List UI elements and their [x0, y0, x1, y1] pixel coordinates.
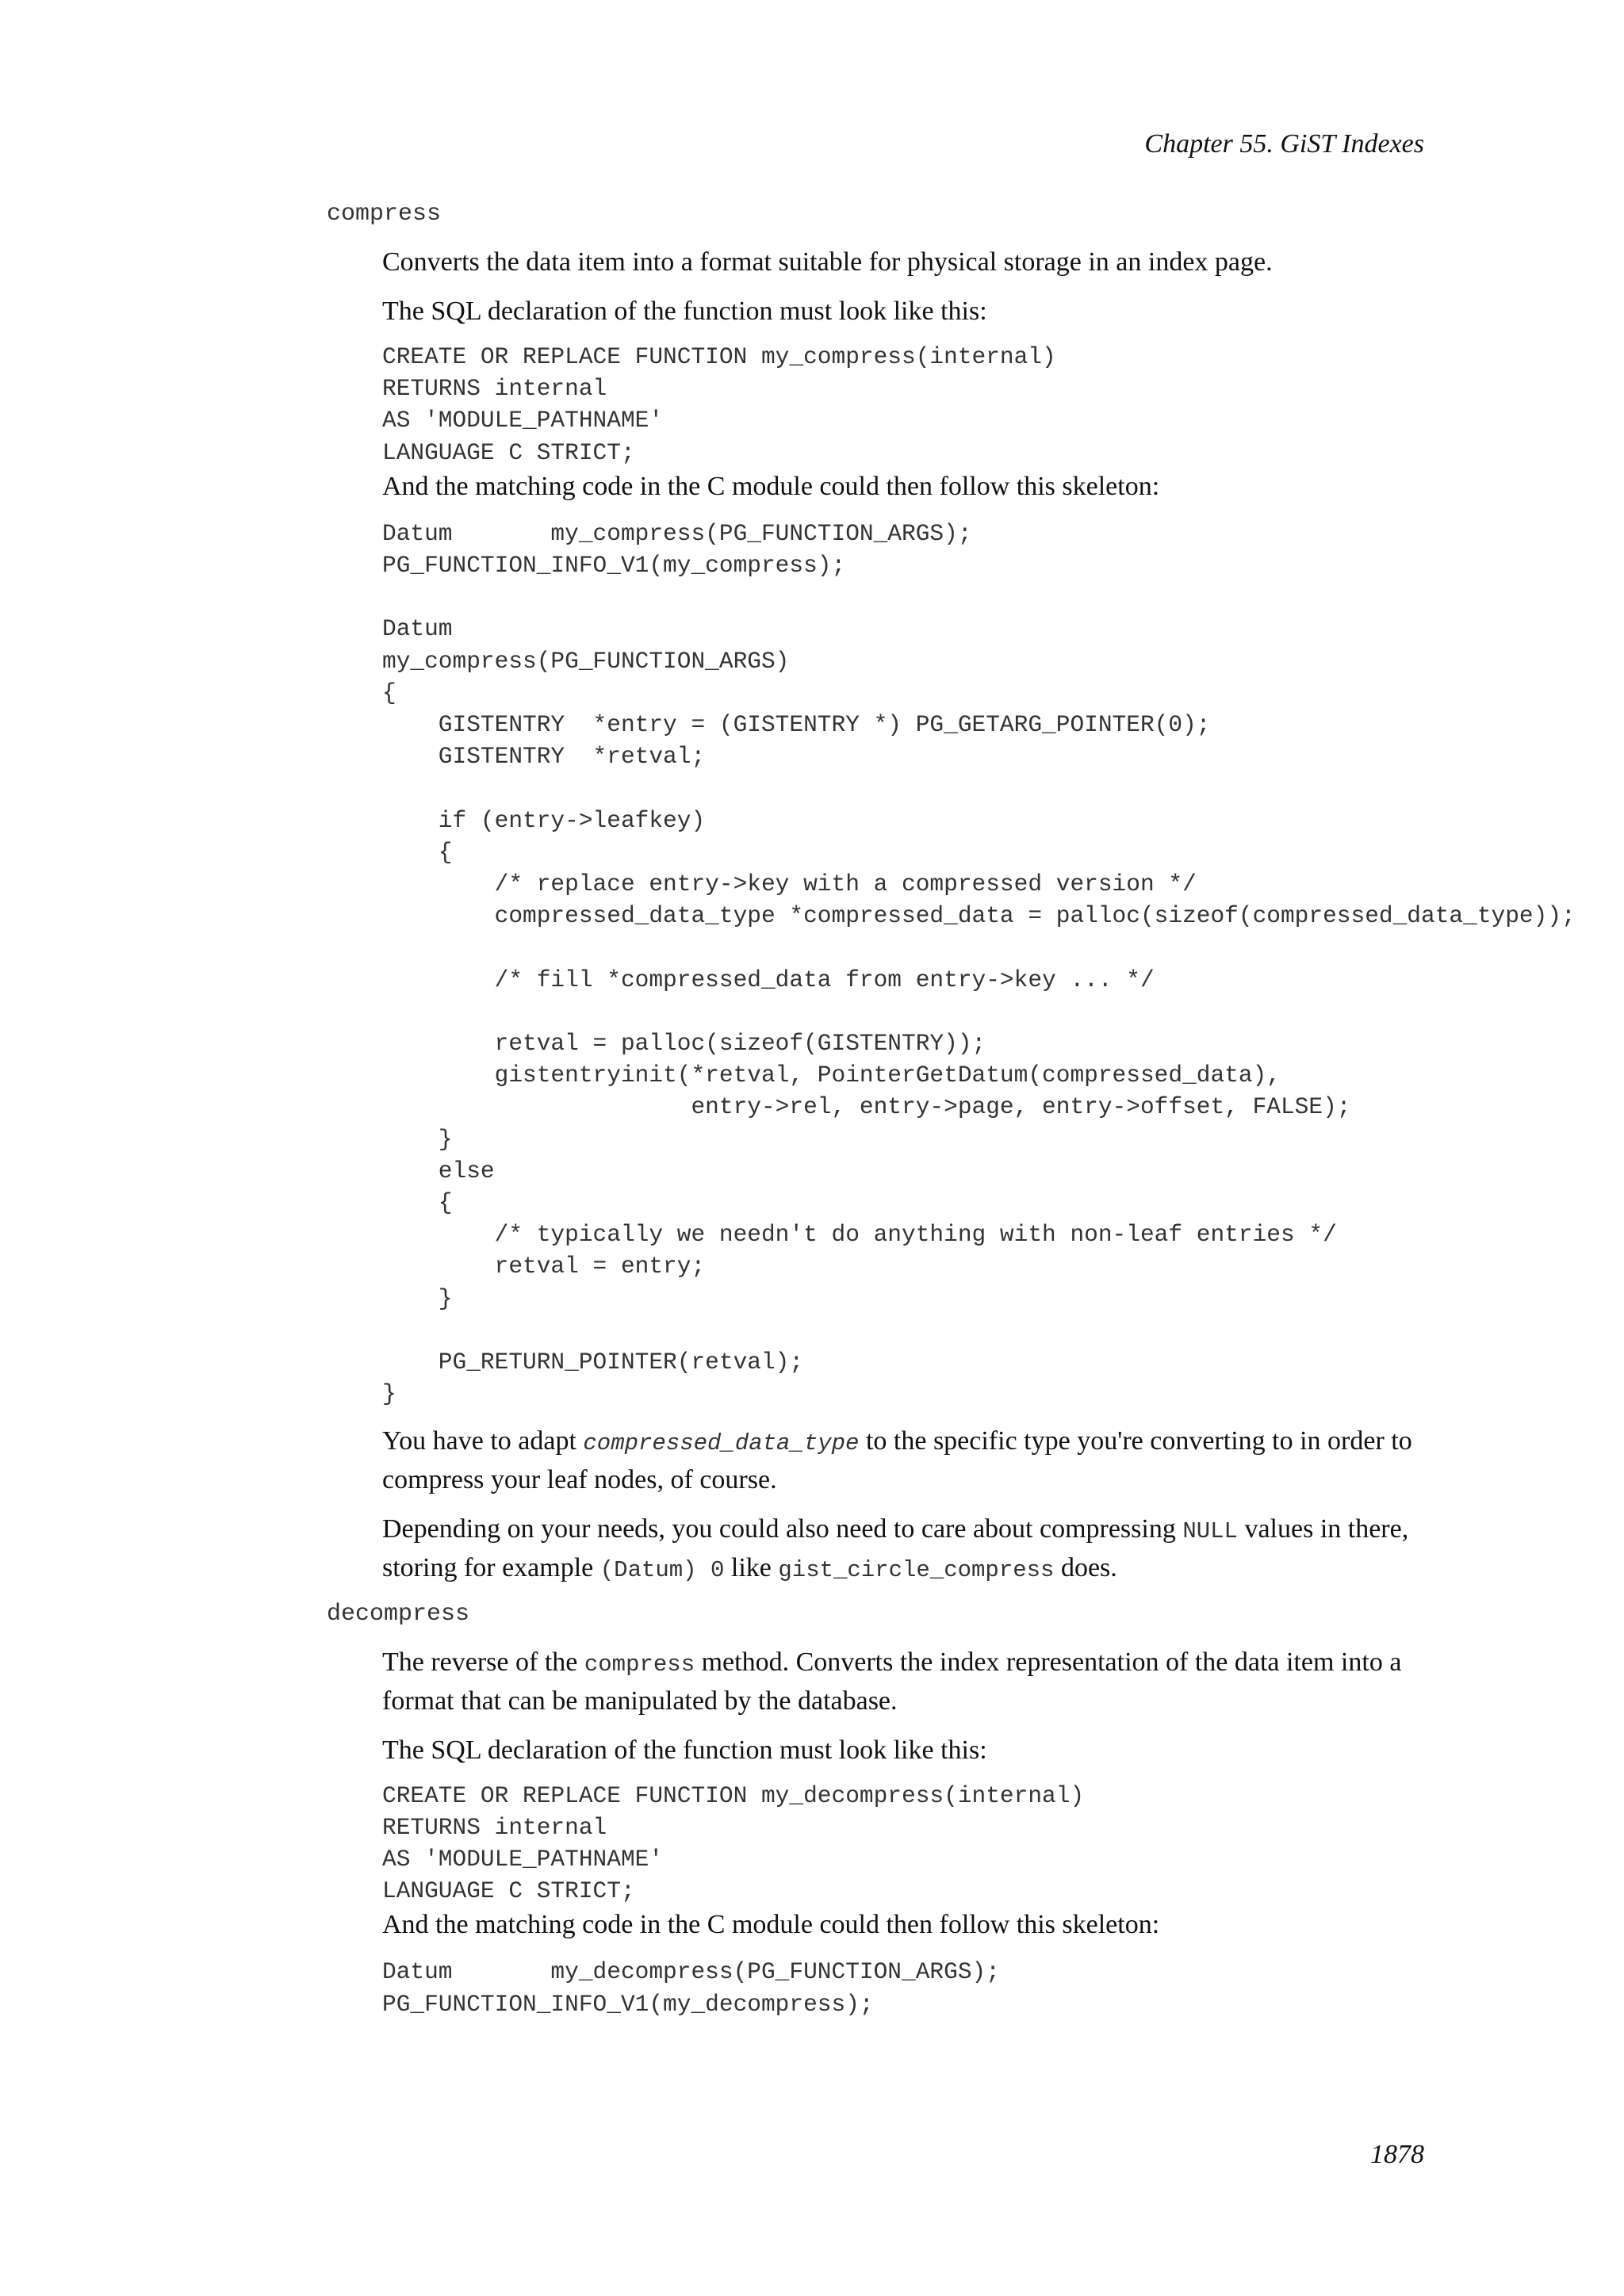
null-text-middle: values in there, storing for example	[382, 1513, 1409, 1582]
term-decompress: decompress	[327, 1600, 470, 1628]
compress-sql-code-block: CREATE OR REPLACE FUNCTION my_compress(internal) RETURNS internal AS 'MODULE_PATHNAME' LANGUAGE C STRICT;	[382, 343, 1056, 466]
decompress-sql-code-block: CREATE OR REPLACE FUNCTION my_decompress(internal) RETURNS internal AS 'MODULE_PATHNAME' LANGUAGE C STRICT;	[382, 1781, 1085, 1905]
null-code: NULL	[1182, 1517, 1238, 1544]
decompress-c-intro-paragraph: And the matching code in the C module could then follow this skeleton:	[382, 1910, 1160, 1940]
compress-null-paragraph	[382, 1511, 1426, 1589]
term-compress: compress	[327, 201, 442, 228]
decompress-intro-after: method. Converts the index representation of the data item into a format that can be manipulated by the database.	[382, 1647, 1402, 1716]
compress-adapt-paragraph	[382, 1423, 1426, 1498]
compress-method-code: compress	[584, 1651, 695, 1678]
compress-sql-intro-paragraph: The SQL declaration of the function must look like this:	[382, 297, 987, 326]
compress-description	[382, 244, 1576, 1589]
compressed-data-type-code: compressed_data_type	[583, 1429, 860, 1456]
null-text-before: Depending on your needs, you could also need to care about compressing	[382, 1513, 1183, 1544]
page-content	[327, 198, 1624, 2020]
adapt-text-after: to the specific type you're converting to in order to compress your leaf nodes, of course.	[382, 1425, 1412, 1494]
compress-c-intro-paragraph: And the matching code in the C module could then follow this skeleton:	[382, 471, 1160, 501]
decompress-description	[382, 1644, 1426, 2020]
compress-intro-paragraph: Converts the data item into a format suitable for physical storage in an index page.	[382, 247, 1273, 277]
datum-zero-code: (Datum) 0	[599, 1556, 725, 1583]
null-text-after: does.	[1054, 1552, 1117, 1582]
null-text-like: like	[724, 1552, 779, 1582]
compress-c-code-block: Datum my_compress(PG_FUNCTION_ARGS); PG_FUNCTION_INFO_V1(my_compress); Datum my_compress(PG_FUNCTION_ARGS) { GISTENTRY *entry = (GISTENTRY *) PG_GETARG_POINTER(0); GISTENTRY *retval; if (entry->leafkey) { /* replace entry->key with a compressed version */ compressed_data_type *compressed_data = palloc(sizeof(compressed_data_type)); /* fill *compressed_data from entry->key ... */ retval = palloc(sizeof(GISTENTRY)); gistentryinit(*retval, PointerGetDatum(compressed_data), entry->rel, entry->page, entry->offset, FALSE); } else { /* typically we needn't do anything with non-leaf entries */ retval = entry; } PG_RETURN_POINTER(retval); }	[382, 519, 1576, 1408]
gist-circle-compress-code: gist_circle_compress	[778, 1556, 1055, 1583]
running-header: Chapter 55. GiST Indexes	[1144, 129, 1424, 159]
page-number: 1878	[1370, 2140, 1424, 2169]
decompress-c-code-block: Datum my_decompress(PG_FUNCTION_ARGS); PG_FUNCTION_INFO_V1(my_decompress);	[382, 1958, 1000, 2018]
decompress-sql-intro-paragraph: The SQL declaration of the function must look like this:	[382, 1735, 987, 1765]
decompress-intro-paragraph	[382, 1644, 1426, 1720]
decompress-intro-before: The reverse of the	[382, 1647, 584, 1677]
adapt-text-before: You have to adapt	[382, 1425, 584, 1456]
